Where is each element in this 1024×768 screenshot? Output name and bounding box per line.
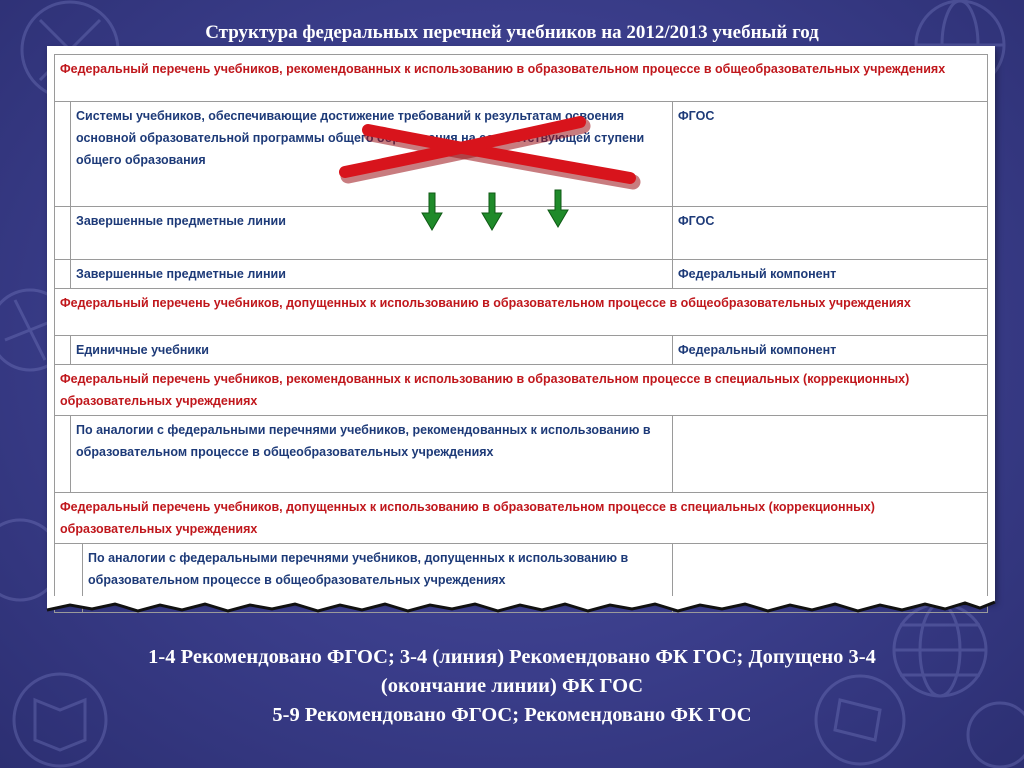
page-title: Структура федеральных перечней учебников на 2012/2013 учебный год [205,22,819,43]
row-lines-fk-text: Завершенные предметные линии [71,260,673,289]
table-row [55,493,988,544]
section-header-recommended-general: Федеральный перечень учебников, рекомендованных к использованию в образовательном процессе в общеобразовательных учреждениях [55,55,988,102]
indent-cell [55,336,71,365]
table-row [55,416,988,493]
caption-line-3: 5-9 Рекомендовано ФГОС; Рекомендовано ФК ГОС [272,704,752,726]
indent-cell [55,260,71,289]
torn-edge [40,596,1002,626]
indent-cell [55,102,71,207]
caption-line-2: (окончание линии) ФК ГОС [380,675,644,697]
table-row [55,55,988,102]
row-lines-fgos-text: Завершенные предметные линии [71,207,673,260]
row-single-text: Единичные учебники [71,336,673,365]
row-analogy-recommended: По аналогии с федеральными перечнями учебников, рекомендованных к использованию в образовательном процессе в общеобразовательных учреждениях [71,416,673,493]
table-row [55,207,988,260]
table-row [55,102,988,207]
row-analogy-allowed: По аналогии с федеральными перечнями учебников, допущенных к использованию в образовательном процессе в общеобразовательных учреждениях [83,544,673,613]
row-lines-fk-tag: Федеральный компонент [673,260,988,289]
row-single-tag: Федеральный компонент [673,336,988,365]
table-row [55,289,988,336]
table-row [55,260,988,289]
table-row [55,336,988,365]
row-systems-text: Системы учебников, обеспечивающие достижение требований к результатам освоения основной образовательной программы общего образования на соответствующей ступени общего образования [71,102,673,207]
indent-cell [55,207,71,260]
section-header-recommended-special: Федеральный перечень учебников, рекомендованных к использованию в образовательном процессе в специальных (коррекционных) образовательных учреждениях [55,365,988,416]
caption-line-1: 1-4 Рекомендовано ФГОС; 3-4 (линия) Рекомендовано ФК ГОС; Допущено 3-4 [148,646,876,668]
empty-cell [673,416,988,493]
summary-caption [30,643,994,730]
textbook-structure-table [54,54,988,613]
document-sheet [47,46,995,602]
section-header-allowed-general: Федеральный перечень учебников, допущенных к использованию в образовательном процессе в общеобразовательных учреждениях [55,289,988,336]
indent-cell [55,416,71,493]
row-systems-tag: ФГОС [673,102,988,207]
section-header-allowed-special: Федеральный перечень учебников, допущенных к использованию в образовательном процессе в специальных (коррекционных) образовательных учреждениях [55,493,988,544]
table-row [55,365,988,416]
row-lines-fgos-tag: ФГОС [673,207,988,260]
